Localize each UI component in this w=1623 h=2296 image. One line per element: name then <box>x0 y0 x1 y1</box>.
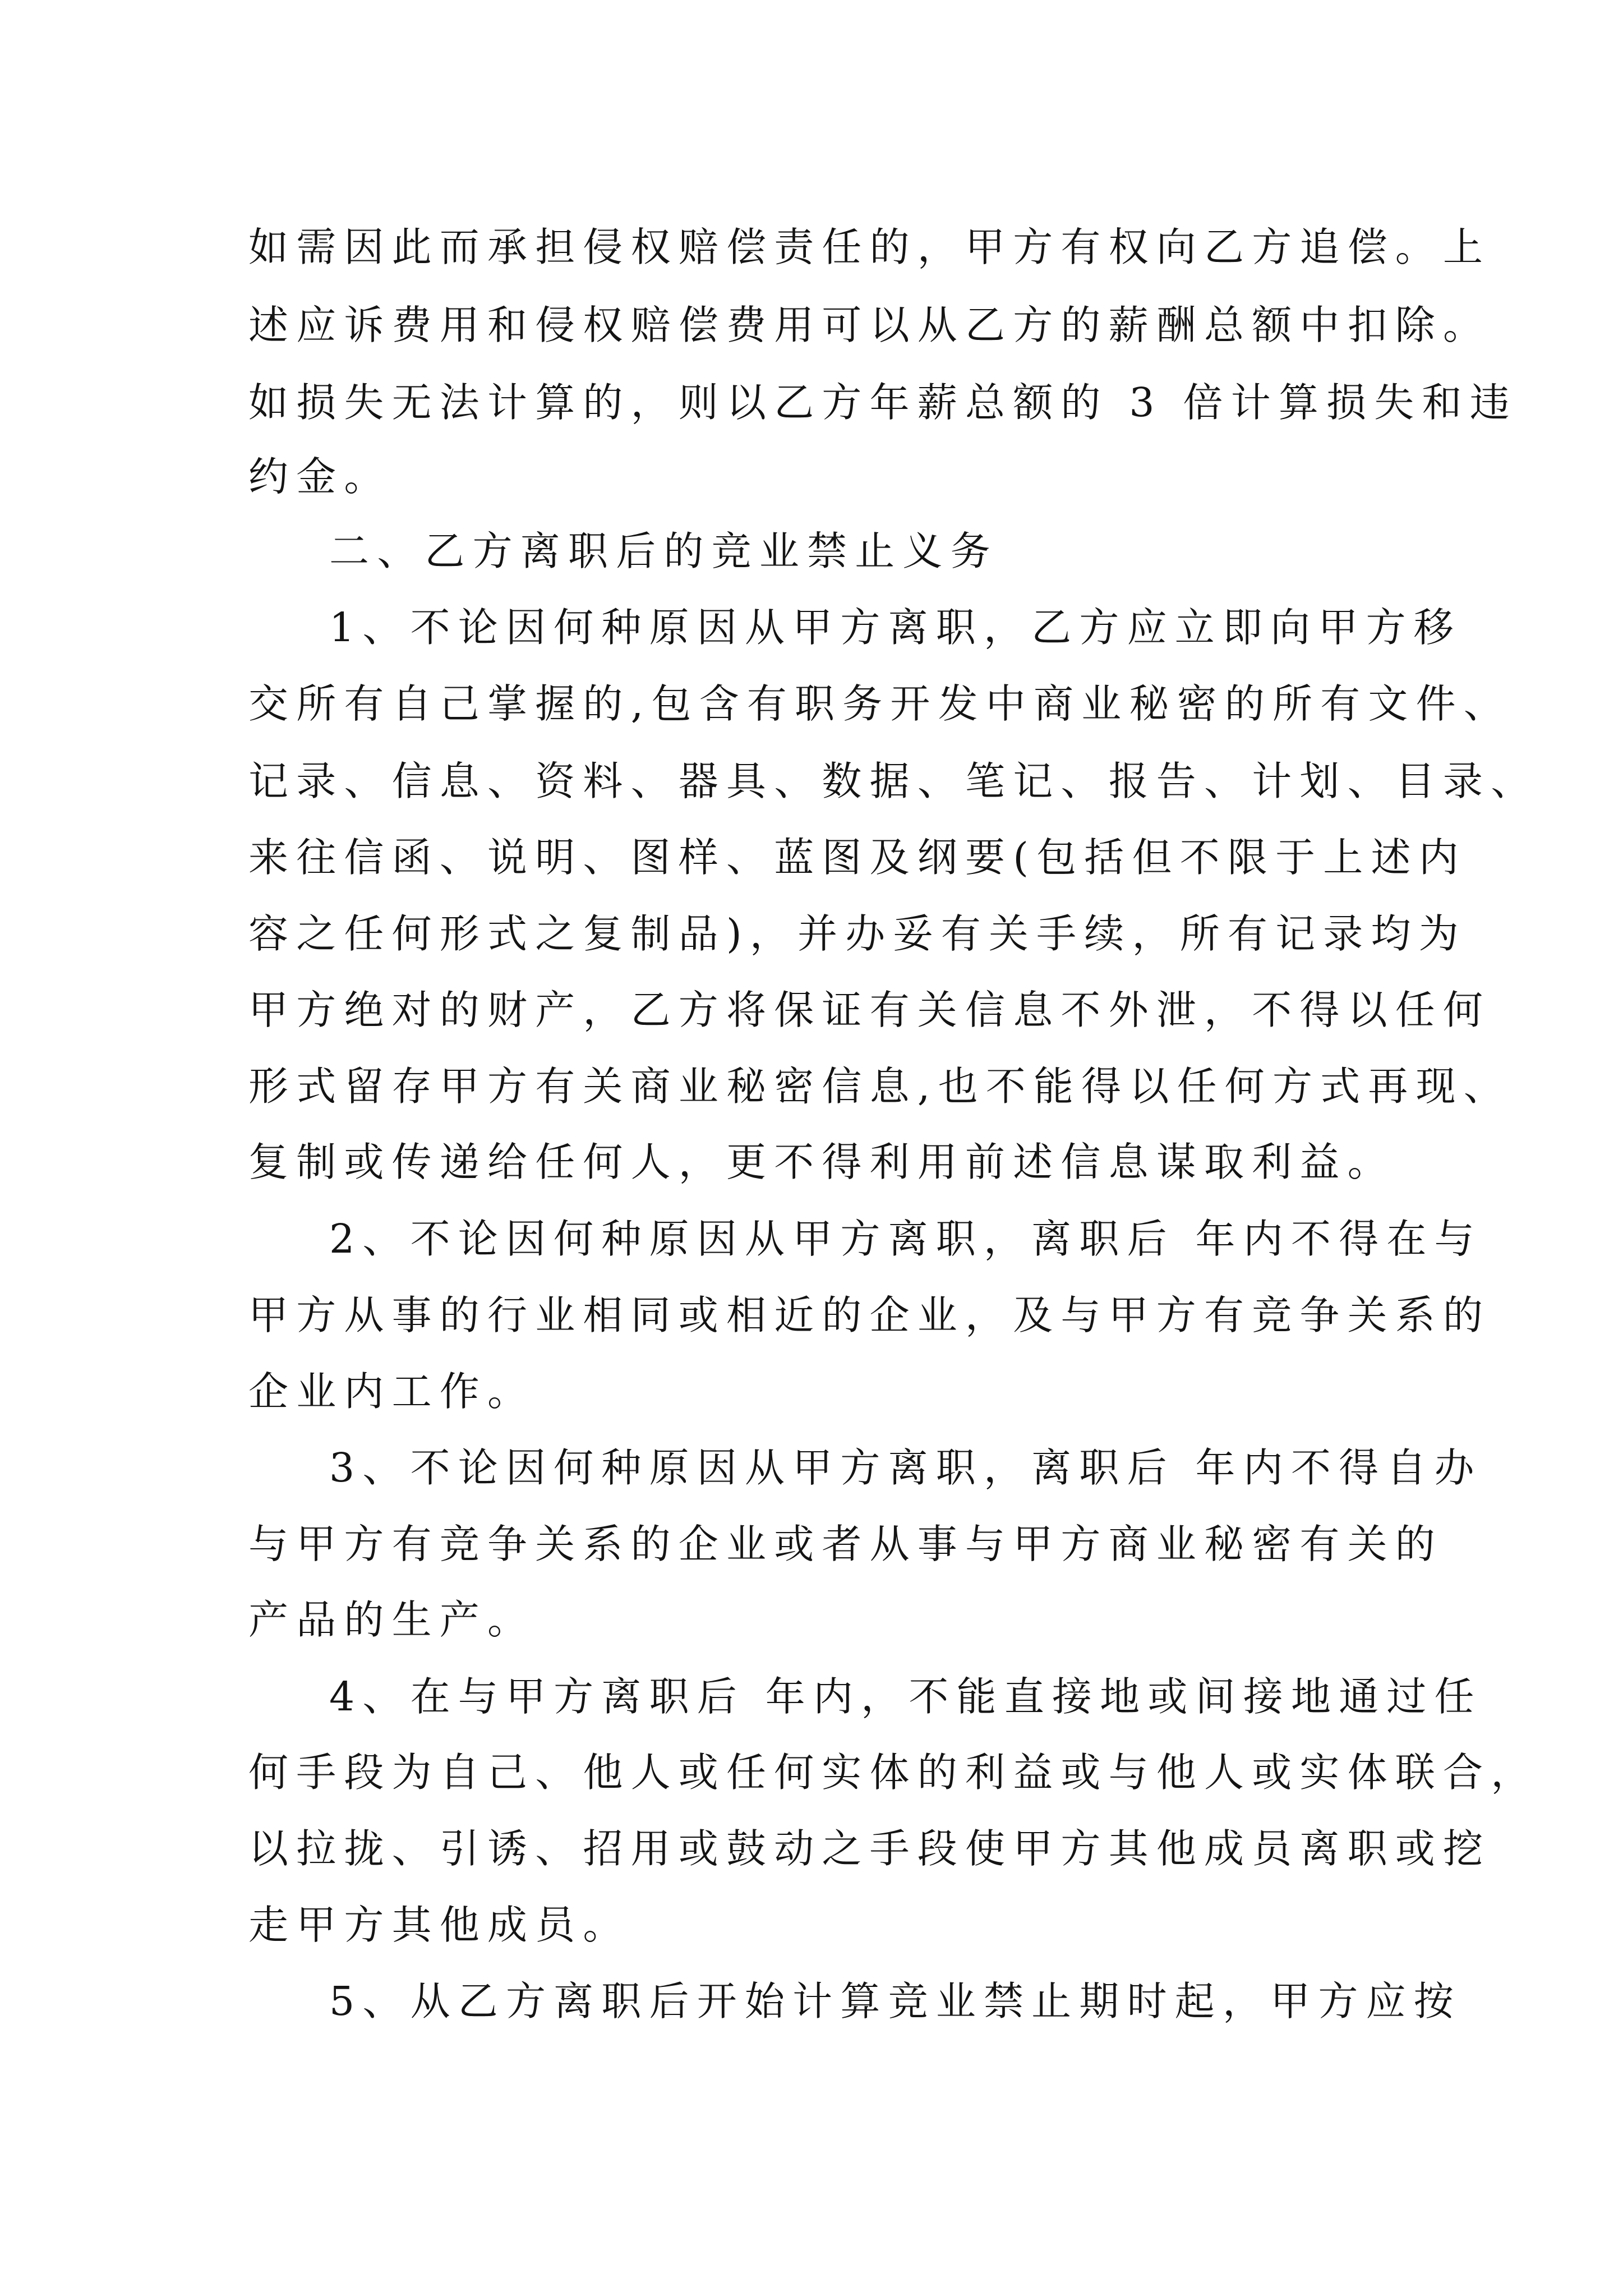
text-line: 容之任何形式之复制品)，并办妥有关手续，所有记录均为 <box>248 910 1467 957</box>
text-line: 来往信函、说明、图样、蓝图及纲要(包括但不限于上述内 <box>248 834 1467 881</box>
text-line: 与甲方有竞争关系的企业或者从事与甲方商业秘密有关的 <box>248 1521 1444 1567</box>
text-line: 走甲方其他成员。 <box>248 1902 631 1948</box>
text-line: 5、从乙方离职后开始计算竞业禁止期时起，甲方应按 <box>329 1978 1461 2024</box>
text-line: 如需因此而承担侵权赔偿责任的，甲方有权向乙方追偿。上 <box>248 224 1491 270</box>
text-line: 形式留存甲方有关商业秘密信息,也不能得以任何方式再现、 <box>248 1063 1511 1110</box>
text-line: 4、在与甲方离职后 年内，不能直接地或间接地通过任 <box>329 1673 1482 1720</box>
text-line: 约金。 <box>248 453 392 500</box>
text-line: 复制或传递给任何人，更不得利用前述信息谋取利益。 <box>248 1139 1395 1185</box>
text-line: 如损失无法计算的，则以乙方年薪总额的 3 倍计算损失和违 <box>248 379 1518 426</box>
text-line: 述应诉费用和侵权赔偿费用可以从乙方的薪酬总额中扣除。 <box>248 302 1491 348</box>
text-line: 企业内工作。 <box>248 1368 536 1415</box>
text-line: 何手段为自己、他人或任何实体的利益或与他人或实体联合， <box>248 1749 1539 1796</box>
text-line: 产品的生产。 <box>248 1596 536 1643</box>
text-line: 甲方绝对的财产，乙方将保证有关信息不外泄，不得以任何 <box>248 987 1491 1033</box>
text-line: 以拉拢、引诱、招用或鼓动之手段使甲方其他成员离职或挖 <box>248 1825 1491 1872</box>
text-line: 1、不论因何种原因从甲方离职，乙方应立即向甲方移 <box>329 604 1461 651</box>
section-heading: 二、乙方离职后的竞业禁止义务 <box>329 528 998 574</box>
text-line: 3、不论因何种原因从甲方离职，离职后 年内不得自办 <box>329 1444 1482 1491</box>
text-line: 记录、信息、资料、器具、数据、笔记、报告、计划、目录、 <box>248 758 1539 804</box>
text-line: 交所有自己掌握的,包含有职务开发中商业秘密的所有文件、 <box>248 680 1511 727</box>
text-line: 甲方从事的行业相同或相近的企业，及与甲方有竞争关系的 <box>248 1292 1491 1338</box>
text-line: 2、不论因何种原因从甲方离职，离职后 年内不得在与 <box>329 1216 1482 1262</box>
